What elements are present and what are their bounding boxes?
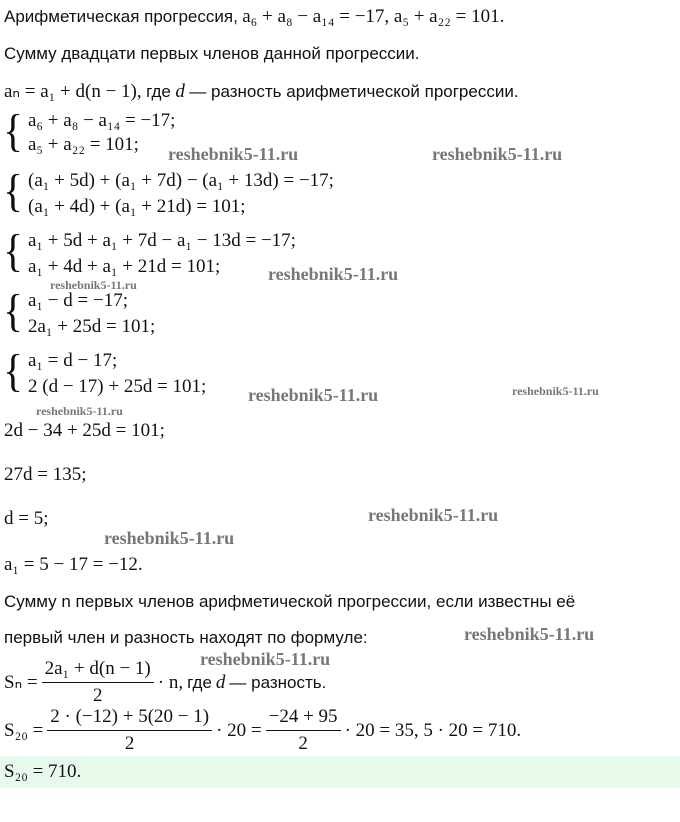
watermark: reshebnik5-11.ru [248, 385, 379, 405]
sum-formula-fraction [42, 658, 154, 707]
s20-lhs: S₂₀ = [4, 719, 44, 741]
system-brace: { [3, 105, 23, 156]
answer-text: S₂₀ = 710. [4, 761, 82, 782]
sum-formula-tail: · n, [157, 671, 184, 693]
fraction-denominator: 2 [92, 685, 103, 706]
watermark: reshebnik5-11.ru [36, 404, 123, 418]
watermark: reshebnik5-11.ru [168, 144, 299, 164]
sum-formula-var: d [215, 671, 226, 693]
problem-statement-math: a₆ + a₈ − a₁₄ = −17, a₅ + a₂₂ = 101. [242, 6, 505, 27]
answer-box [0, 756, 680, 788]
step-line: d = 5; [4, 508, 49, 529]
watermark: reshebnik5-11.ru [104, 528, 235, 548]
s20-fraction-2 [266, 706, 341, 755]
watermark: reshebnik5-11.ru [464, 624, 595, 644]
sum-intro-line: Сумму n первых членов арифметической прогрессии, если известны её [4, 592, 576, 611]
problem-statement-text: Арифметическая прогрессия, [4, 7, 238, 26]
s20-calculation [4, 706, 521, 755]
nth-term-where: где [146, 82, 171, 101]
problem-statement [4, 6, 504, 28]
nth-term-formula [4, 80, 519, 103]
system-line: a₆ + a₈ − a₁₄ = −17; [28, 110, 176, 131]
fraction-denominator: 2 [298, 733, 308, 754]
system-line: a₁ − d = −17; [28, 290, 128, 311]
step-line: 2d − 34 + 25d = 101; [4, 420, 165, 441]
fraction-numerator: 2a₁ + d(n − 1) [42, 658, 154, 683]
nth-term-lhs: aₙ = a₁ + d(n − 1), [4, 81, 142, 102]
fraction-numerator: −24 + 95 [266, 706, 341, 731]
sum-formula-rest: — разность. [229, 672, 327, 692]
s20-fraction-1 [47, 706, 212, 755]
sum-formula-lhs: Sₙ = [4, 672, 38, 693]
fraction-denominator: 2 [124, 733, 135, 754]
system-brace: { [3, 225, 23, 276]
system-brace: { [3, 165, 23, 216]
nth-term-var: d [175, 81, 185, 102]
nth-term-rest: — разность арифметической прогрессии. [189, 82, 519, 101]
watermark: reshebnik5-11.ru [268, 264, 399, 284]
watermark: reshebnik5-11.ru [368, 505, 499, 525]
system-brace: { [3, 285, 23, 336]
system-line: (a₁ + 4d) + (a₁ + 21d) = 101; [28, 196, 246, 217]
watermark: reshebnik5-11.ru [200, 649, 331, 669]
task-line: Сумму двадцати первых членов данной прогрессии. [4, 44, 420, 63]
s20-tail: · 20 = 35, 5 · 20 = 710. [344, 719, 522, 741]
watermark: reshebnik5-11.ru [432, 144, 563, 164]
s20-mid: · 20 = [216, 719, 262, 741]
step-line: 27d = 135; [4, 464, 87, 485]
watermark: reshebnik5-11.ru [512, 384, 599, 398]
watermark: reshebnik5-11.ru [50, 278, 137, 292]
system-line: a₁ + 5d + a₁ + 7d − a₁ − 13d = −17; [28, 230, 296, 251]
system-line: 2 (d − 17) + 25d = 101; [28, 376, 207, 397]
sum-formula-where: где [187, 672, 212, 692]
sum-intro-line: первый член и разность находят по формуле: [4, 628, 368, 647]
system-line: a₁ + 4d + a₁ + 21d = 101; [28, 256, 221, 277]
system-line: 2a₁ + 25d = 101; [28, 316, 156, 337]
system-line: (a₁ + 5d) + (a₁ + 7d) − (a₁ + 13d) = −17; [28, 170, 334, 191]
system-line: a₁ = d − 17; [28, 350, 118, 371]
system-brace: { [3, 345, 23, 396]
step-line: a₁ = 5 − 17 = −12. [4, 554, 143, 575]
system-line: a₅ + a₂₂ = 101; [28, 134, 139, 155]
fraction-numerator: 2 · (−12) + 5(20 − 1) [47, 706, 212, 731]
